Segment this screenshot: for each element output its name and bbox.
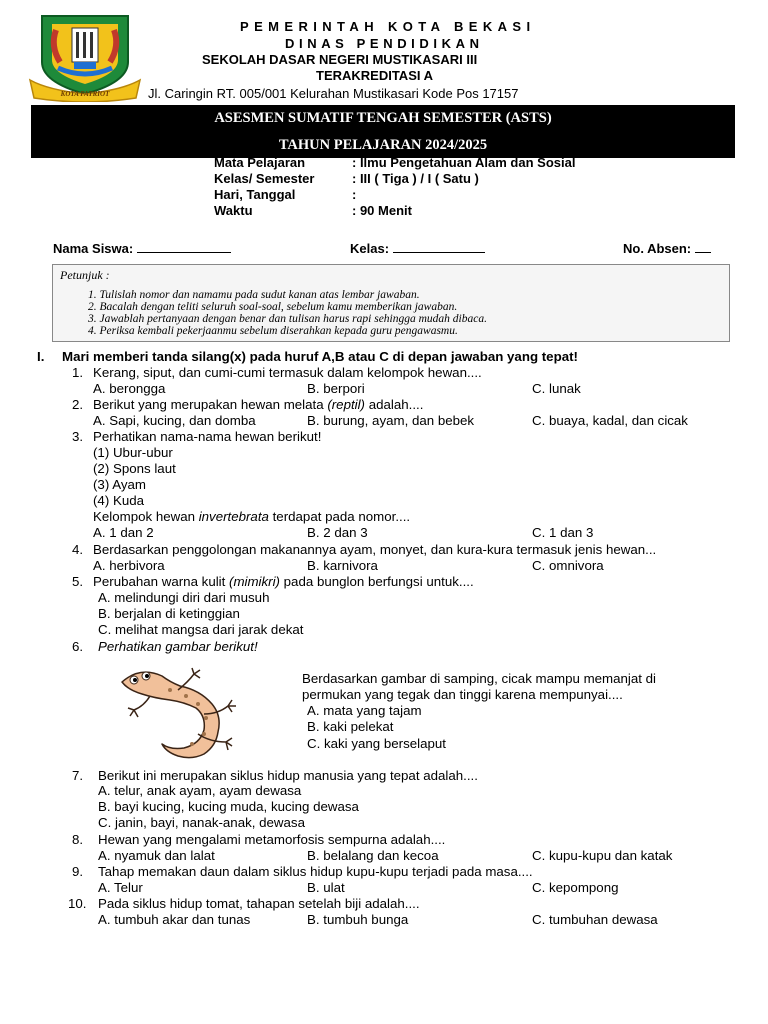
option-a[interactable]: A. berongga [93,381,166,396]
animal-list-item: (1) Ubur-ubur [93,445,173,460]
option-a[interactable]: A. Sapi, kucing, dan domba [93,413,256,428]
school-address: Jl. Caringin RT. 005/001 Kelurahan Mustikasari Kode Pos 17157 [148,86,519,101]
question-number: 7. [72,768,84,783]
exam-title: ASESMEN SUMATIF TENGAH SEMESTER (ASTS) [214,110,552,126]
option-a[interactable]: A. telur, anak ayam, ayam dewasa [98,783,302,798]
school-name: SEKOLAH DASAR NEGERI MUSTIKASARI III [202,52,478,67]
gecko-image [100,660,290,766]
question-text: Perhatikan nama-nama hewan berikut! [93,429,322,444]
instruction-item: 3. Jawablah pertanyaan dengan benar dan tulisan harus rapi sehingga mudah dibaca. [88,313,487,325]
option-c[interactable]: C. omnivora [532,558,604,573]
info-value-subject: : Ilmu Pengetahuan Alam dan Sosial [352,155,576,170]
option-b[interactable]: B. berjalan di ketinggian [98,606,240,621]
info-label-class: Kelas/ Semester [214,171,315,186]
section-title: Mari memberi tanda silang(x) pada huruf A,B atau C di depan jawaban yang tepat! [62,349,578,364]
question-text: Perhatikan gambar berikut! [98,639,258,654]
student-name-field[interactable] [53,240,231,256]
student-absen-field[interactable] [623,240,711,256]
question-number: 10. [68,896,87,911]
question-text: Kelompok hewan invertebrata terdapat pada nomor.... [93,509,411,524]
option-c[interactable]: C. tumbuhan dewasa [532,912,658,927]
option-b[interactable]: B. tumbuh bunga [307,912,409,927]
question-text: Berikut ini merupakan siklus hidup manusia yang tepat adalah.... [98,768,478,783]
question-number: 4. [72,542,84,557]
exam-banner [31,105,735,158]
option-b[interactable]: B. karnivora [307,558,378,573]
option-a[interactable]: A. Telur [98,880,143,895]
info-value-time: : 90 Menit [352,203,412,218]
option-b[interactable]: B. 2 dan 3 [307,525,368,540]
info-label-time: Waktu [214,203,253,218]
animal-list-item: (3) Ayam [93,477,146,492]
option-b[interactable]: B. ulat [307,880,345,895]
question-number: 2. [72,397,84,412]
student-name-label: Nama Siswa: [53,241,134,256]
question-description: Berdasarkan gambar di samping, cicak mampu memanjat di [302,671,657,686]
animal-list-item: (4) Kuda [93,493,144,508]
student-class-field[interactable] [350,240,485,256]
student-absen-blank[interactable] [695,240,711,253]
option-c[interactable]: C. kupu-kupu dan katak [532,848,673,863]
option-b[interactable]: B. bayi kucing, kucing muda, kucing dewasa [98,799,359,814]
option-b[interactable]: B. belalang dan kecoa [307,848,439,863]
option-c[interactable]: C. janin, bayi, nanak-anak, dewasa [98,815,305,830]
option-c[interactable]: C. 1 dan 3 [532,525,594,540]
question-number: 9. [72,864,84,879]
header-line-1: PEMERINTAH KOTA BEKASI [240,19,536,34]
question-description: permukan yang tegak dan tinggi karena mempunyai.... [302,687,623,702]
animal-list-item: (2) Spons laut [93,461,176,476]
accreditation: TERAKREDITASI A [316,68,433,83]
question-text: Berdasarkan penggolongan makanannya ayam, monyet, dan kura-kura termasuk jenis hewan... [93,542,657,557]
student-name-blank[interactable] [137,240,231,253]
question-text: Berikut yang merupakan hewan melata (reptil) adalah.... [93,397,424,412]
exam-year: TAHUN PELAJARAN 2024/2025 [278,137,488,153]
info-value-date: : [352,187,357,202]
question-number: 8. [72,832,84,847]
question-text: Tahap memakan daun dalam siklus hidup kupu-kupu terjadi pada masa.... [98,864,533,879]
header-line-2: DINAS PENDIDIKAN [285,36,484,51]
student-class-label: Kelas: [350,241,390,256]
info-label-subject: Mata Pelajaran [214,155,306,170]
question-number: 6. [72,639,84,654]
option-a[interactable]: A. herbivora [93,558,165,573]
question-text: Hewan yang mengalami metamorfosis sempurna adalah.... [98,832,446,847]
logo-ribbon-text: KOTA PATRIOT [60,90,110,98]
info-label-date: Hari, Tanggal [214,187,296,202]
option-c[interactable]: C. buaya, kadal, dan cicak [532,413,688,428]
instruction-item: 2. Bacalah dengan teliti seluruh soal-soal, sebelum kamu memberikan jawaban. [88,301,458,313]
question-text: Pada siklus hidup tomat, tahapan setelah biji adalah.... [98,896,420,911]
question-text: Kerang, siput, dan cumi-cumi termasuk dalam kelompok hewan.... [93,365,482,380]
option-c[interactable]: C. lunak [532,381,581,396]
city-logo [28,10,144,102]
option-c[interactable]: C. kepompong [532,880,619,895]
option-b[interactable]: B. kaki pelekat [307,719,394,734]
section-number: I. [37,349,45,364]
instruction-item: 4. Periksa kembali pekerjaanmu sebelum diserahkan kepada guru pengawasmu. [88,325,458,337]
option-b[interactable]: B. berpori [307,381,365,396]
option-c[interactable]: C. kaki yang berselaput [307,736,446,751]
student-class-blank[interactable] [393,240,485,253]
option-a[interactable]: A. nyamuk dan lalat [98,848,215,863]
instructions-title: Petunjuk : [60,268,110,282]
option-b[interactable]: B. burung, ayam, dan bebek [307,413,475,428]
question-number: 3. [72,429,84,444]
option-a[interactable]: A. mata yang tajam [307,703,422,718]
option-c[interactable]: C. melihat mangsa dari jarak dekat [98,622,304,637]
info-value-class: : III ( Tiga ) / I ( Satu ) [352,171,479,186]
option-a[interactable]: A. 1 dan 2 [93,525,154,540]
student-absen-label: No. Absen: [623,241,692,256]
question-number: 1. [72,365,84,380]
question-text: Perubahan warna kulit (mimikri) pada bunglon berfungsi untuk.... [93,574,474,589]
option-a[interactable]: A. melindungi diri dari musuh [98,590,270,605]
question-number: 5. [72,574,84,589]
instruction-item: 1. Tulislah nomor dan namamu pada sudut kanan atas lembar jawaban. [88,289,420,301]
option-a[interactable]: A. tumbuh akar dan tunas [98,912,251,927]
